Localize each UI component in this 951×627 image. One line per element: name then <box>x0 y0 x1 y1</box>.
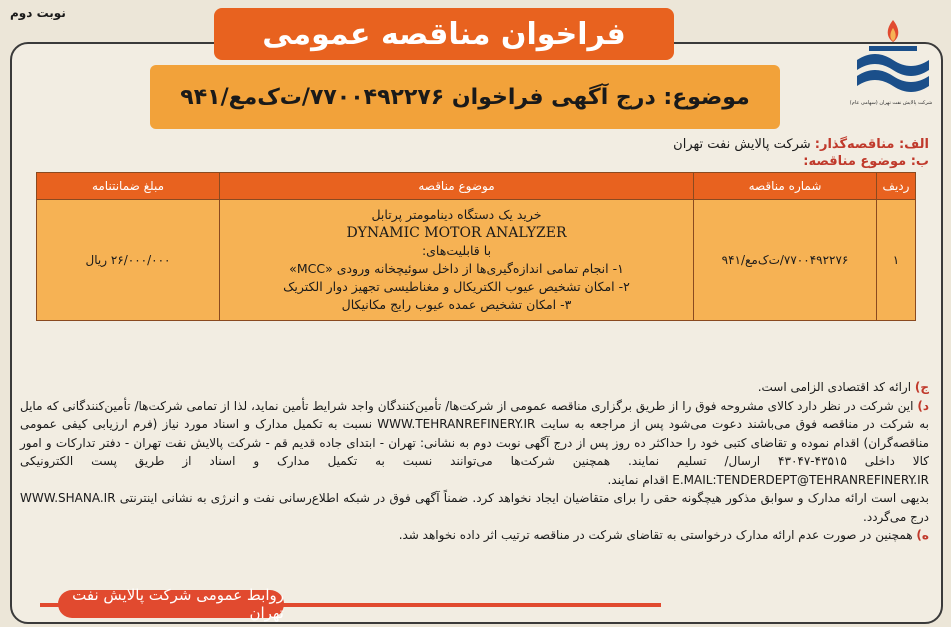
paragraph-e-letter: ه) <box>916 528 929 542</box>
cell-subject <box>220 200 694 321</box>
tender-table <box>36 172 916 321</box>
info-a-label: الف: مناقصه‌گذار: <box>814 137 929 152</box>
paragraph-c-text: ارائه کد اقتصادی الزامی است. <box>757 380 915 394</box>
paragraph-d-letter: د) <box>917 398 929 413</box>
info-a-value: شرکت پالایش نفت تهران <box>673 137 815 152</box>
footer-public-relations: روابط عمومی شرکت پالایش نفت تهران <box>58 590 284 618</box>
subject-line: DYNAMIC MOTOR ANALYZER <box>346 225 567 241</box>
paragraph-c-letter: ج) <box>914 380 929 394</box>
header-number: شماره مناقصه <box>694 173 877 200</box>
logo-caption: شرکت پالایش نفت تهران (سهامی عام) <box>849 100 933 106</box>
paragraph-d-text: این شرکت در نظر دارد کالای مشروحه فوق را از طریق برگزاری مناقصه عمومی از شرکت‌ها/ تأمین‌کنندگان واجد شرایط تأمین نماید، لذا از تمامی شرکت‌ها/ تأمین‌کنندگانی که مایل به شرکت در مناقصه فوق می‌باشند دعوت می‌شود پس از مراجعه به سایت WWW.TEHRANREFINERY.IR نسبت به تکمیل مدارک و اسناد مورد نیاز (فرم ارزیابی کیفی عمومی مناقصه‌گران) اقدام نموده و تقاضای کتبی خود را حداکثر ده روز پس از درج آگهی نوبت دوم به نشانی: تهران - ابتدای جاده قدیم قم - شرکت پالایش نفت تهران - دفتر تدارکات و امور کالا داخلی ۴۳۵۱۵-۴۳۰۴۷ ارسال/ تسلیم نمایند. همچنین شرکت‌ها می‌توانند نسبت به تکمیل مدارک و اسناد از طریق پست الکترونیکی E.MAIL:TENDERDEPT@TEHRANREFINERY.IR اقدام نمایند. <box>20 398 929 487</box>
paragraph-d <box>20 397 929 490</box>
subject-line: ۲- امکان تشخیص عیوب الکتریکال و مغناطیسی تجهیز دوار الکتریک <box>283 279 630 294</box>
header-index: ردیف <box>877 173 916 200</box>
info-a <box>673 137 929 152</box>
cell-number: ۷۷۰۰۴۹۲۲۷۶/ت‌ک‌مع/۹۴۱ <box>694 200 877 321</box>
header-guarantee: مبلغ ضمانتنامه <box>37 173 220 200</box>
subject-line: با قابلیت‌های: <box>421 243 492 258</box>
title-banner <box>214 8 674 60</box>
subject-line: ۱- انجام تمامی اندازه‌گیری‌ها از داخل سوئیچخانه ورودی «MCC» <box>289 261 624 276</box>
subject-banner <box>150 65 780 129</box>
paragraph-e <box>20 526 929 545</box>
info-b-label: ب: موضوع مناقصه: <box>803 154 929 169</box>
cell-guarantee: ۲۶/۰۰۰/۰۰۰ ریال <box>37 200 220 321</box>
ad-body <box>20 378 929 545</box>
paragraph-c <box>20 378 929 397</box>
refinery-logo-icon <box>849 14 937 98</box>
paragraph-e-text: همچنین در صورت عدم ارائه مدارک درخواستی به تقاضای شرکت در مناقصه ترتیب اثر داده نخواهد شد. <box>398 528 917 542</box>
round-label: نوبت دوم <box>10 6 66 20</box>
ad-subject: موضوع: درج آگهی فراخوان ۷۷۰۰۴۹۲۲۷۶/ت‌ک‌مع/۹۴۱ <box>180 84 750 110</box>
ad-title: فراخوان مناقصه عمومی <box>262 16 626 52</box>
paragraph-note: بدیهی است ارائه مدارک و سوابق مذکور هیچگونه حقی را برای متقاضیان ایجاد نخواهد کرد. ضمناً آگهی فوق در شبکه اطلاع‌رسانی نفت و انرژی به نشانی اینترنتی WWW.SHANA.IR درج می‌گردد. <box>20 491 929 524</box>
subject-line: خرید یک دستگاه دینامومتر پرتابل <box>371 207 542 222</box>
cell-index: ۱ <box>877 200 916 321</box>
table-row <box>37 200 916 321</box>
header-subject: موضوع مناقصه <box>220 173 694 200</box>
table-header-row <box>37 173 916 200</box>
subject-line: ۳- امکان تشخیص عمده عیوب رایج مکانیکال <box>341 297 572 312</box>
info-b <box>803 154 929 169</box>
